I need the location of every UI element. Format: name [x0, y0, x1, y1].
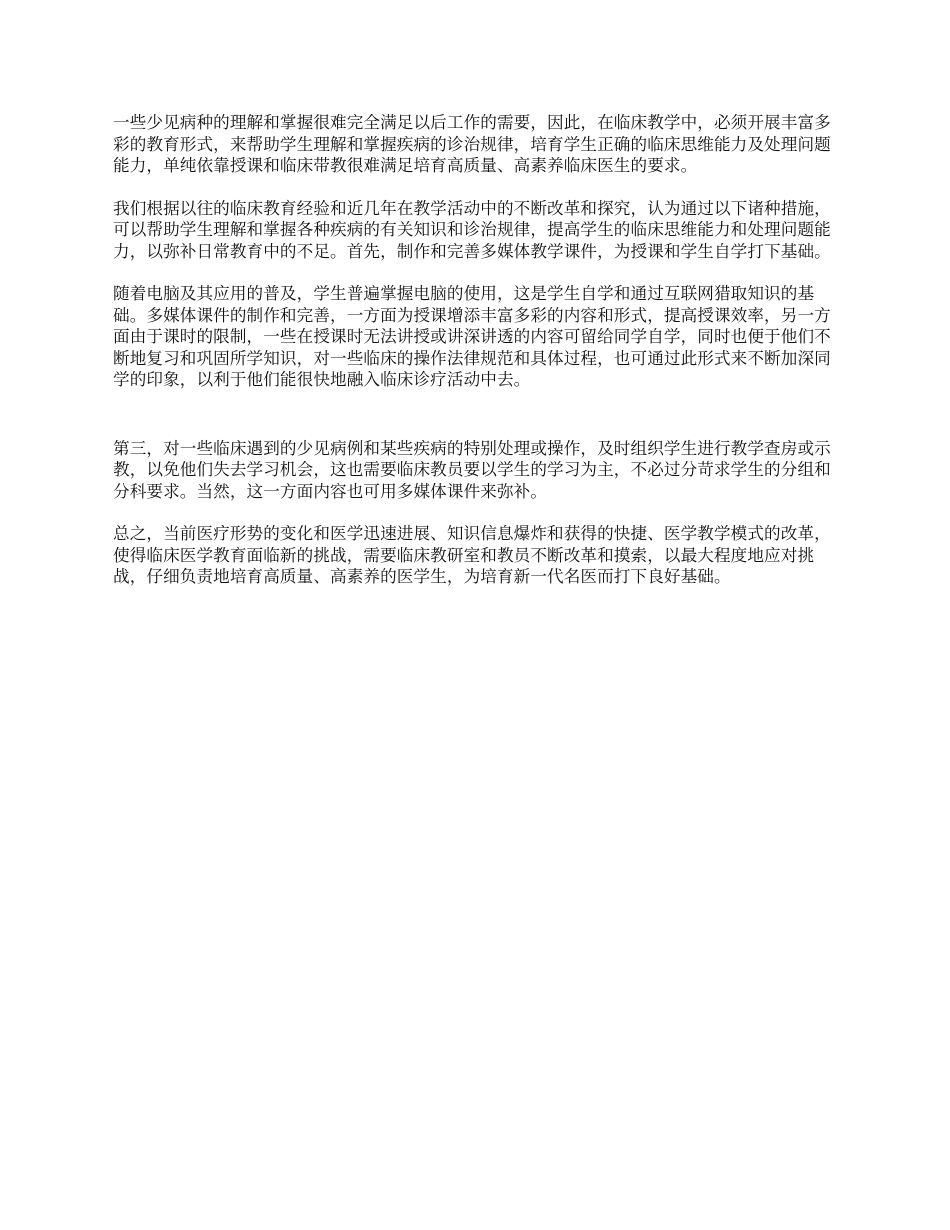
paragraph-2: 我们根据以往的临床教育经验和近几年在教学活动中的不断改革和探究，认为通过以下诸种措施，可以帮助学生理解和掌握各种疾病的有关知识和诊治规律，提高学生的临床思维能力和处理问题能力，以弥补日常教育中的不足。首先，制作和完善多媒体教学课件，为授课和学生自学打下基础。 — [113, 198, 831, 261]
document-body — [113, 112, 840, 588]
paragraph-3: 随着电脑及其应用的普及，学生普遍掌握电脑的使用，这是学生自学和通过互联网猎取知识的基础。多媒体课件的制作和完善，一方面为授课增添丰富多彩的内容和形式，提高授课效率，另一方面由于课时的限制，一些在授课时无法讲授或讲深讲透的内容可留给同学自学，同时也便于他们不断地复习和巩固所学知识，对一些临床的操作法律规范和具体过程，也可通过此形式来不断加深同学的印象，以利于他们能很快地融入临床诊疗活动中去。 — [113, 284, 831, 389]
paragraph-1: 一些少见病种的理解和掌握很难完全满足以后工作的需要，因此，在临床教学中，必须开展丰富多彩的教育形式，来帮助学生理解和掌握疾病的诊治规律，培育学生正确的临床思维能力及处理问题能力，单纯依靠授课和临床带教很难满足培育高质量、高素养临床医生的要求。 — [113, 113, 831, 175]
paragraph-4: 第三，对一些临床遇到的少见病例和某些疾病的特别处理或操作，及时组织学生进行教学查房或示教，以免他们失去学习机会，这也需要临床教员要以学生的学习为主，不必过分苛求学生的分组和分科要求。当然，这一方面内容也可用多媒体课件来弥补。 — [113, 438, 831, 501]
paragraph-gap — [113, 391, 840, 438]
paragraph-5: 总之，当前医疗形势的变化和医学迅速进展、知识信息爆炸和获得的快捷、医学教学模式的改革，使得临床医学教育面临新的挑战，需要临床教研室和教员不断改革和摸索，以最大程度地应对挑战，仔细负责地培育高质量、高素养的医学生，为培育新一代名医而打下良好基础。 — [113, 524, 831, 586]
